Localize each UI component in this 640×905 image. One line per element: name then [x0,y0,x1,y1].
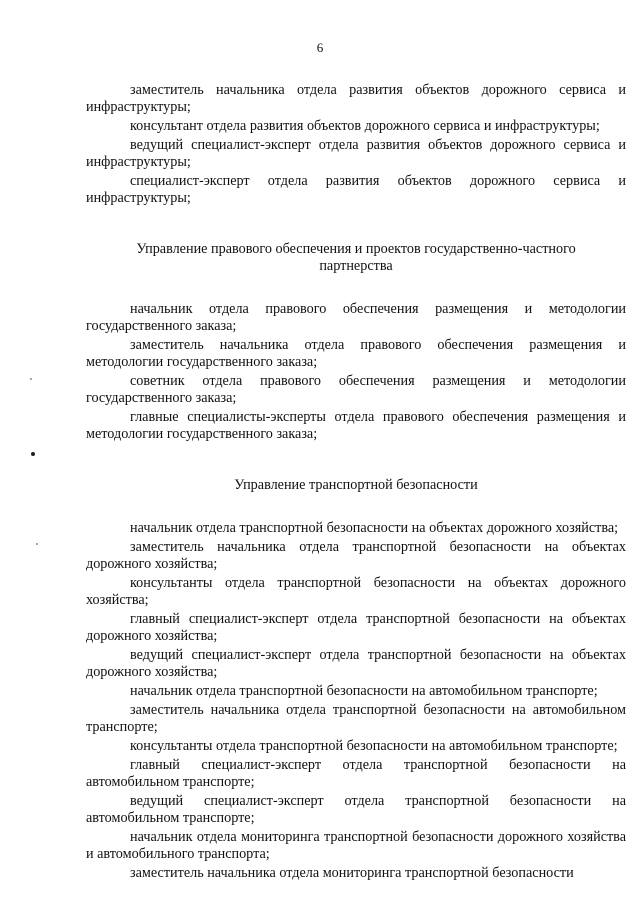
list-item: заместитель начальника отдела транспортной безопасности на автомобильном транспорте; [86,702,626,735]
document-body [86,82,626,884]
list-item: начальник отдела транспортной безопасности на автомобильном транспорте; [130,683,598,699]
intro-list [86,82,626,207]
list-item: специалист-эксперт отдела развития объектов дорожного сервиса и инфраструктуры; [86,173,626,206]
scan-speck [36,543,38,545]
list-item: ведущий специалист-эксперт отдела транспортной безопасности на автомобильном транспорте; [86,793,626,826]
scan-mark [31,452,35,456]
list-item: заместитель начальника отдела правового обеспечения размещения и методологии государственного заказа; [86,337,626,370]
list-item: советник отдела правового обеспечения размещения и методологии государственного заказа; [86,373,626,406]
list-item: главный специалист-эксперт отдела транспортной безопасности на объектах дорожного хозяйства; [86,611,626,644]
scan-speck [30,378,32,380]
list-item: ведущий специалист-эксперт отдела развития объектов дорожного сервиса и инфраструктуры; [86,137,626,170]
page-number: 6 [316,40,324,55]
list-item: ведущий специалист-эксперт отдела транспортной безопасности на объектах дорожного хозяйства; [86,647,626,680]
list-item: главные специалисты-эксперты отдела правового обеспечения размещения и методологии государственного заказа; [86,409,626,442]
list-item: начальник отдела правового обеспечения размещения и методологии государственного заказа; [86,301,626,334]
section-transport-security [86,477,626,882]
list-item: заместитель начальника отдела развития объектов дорожного сервиса и инфраструктуры; [86,82,626,115]
list-item: главный специалист-эксперт отдела транспортной безопасности на автомобильном транспорте; [86,757,626,790]
list-item: заместитель начальника отдела транспортной безопасности на объектах дорожного хозяйства; [86,539,626,572]
section-legal [86,241,626,443]
section-heading: Управление транспортной безопасности [234,477,478,493]
list-item: консультанты отдела транспортной безопасности на объектах дорожного хозяйства; [86,575,626,608]
section-heading: Управление правового обеспечения и проектов государственно-частного партнерства [136,241,576,274]
list-item: консультант отдела развития объектов дорожного сервиса и инфраструктуры; [130,118,600,134]
list-item: начальник отдела мониторинга транспортной безопасности дорожного хозяйства и автомобильного транспорта; [86,829,626,862]
list-item: заместитель начальника отдела мониторинга транспортной безопасности [130,865,574,881]
list-item: консультанты отдела транспортной безопасности на автомобильном транспорте; [130,738,618,754]
list-item: начальник отдела транспортной безопасности на объектах дорожного хозяйства; [130,520,619,536]
